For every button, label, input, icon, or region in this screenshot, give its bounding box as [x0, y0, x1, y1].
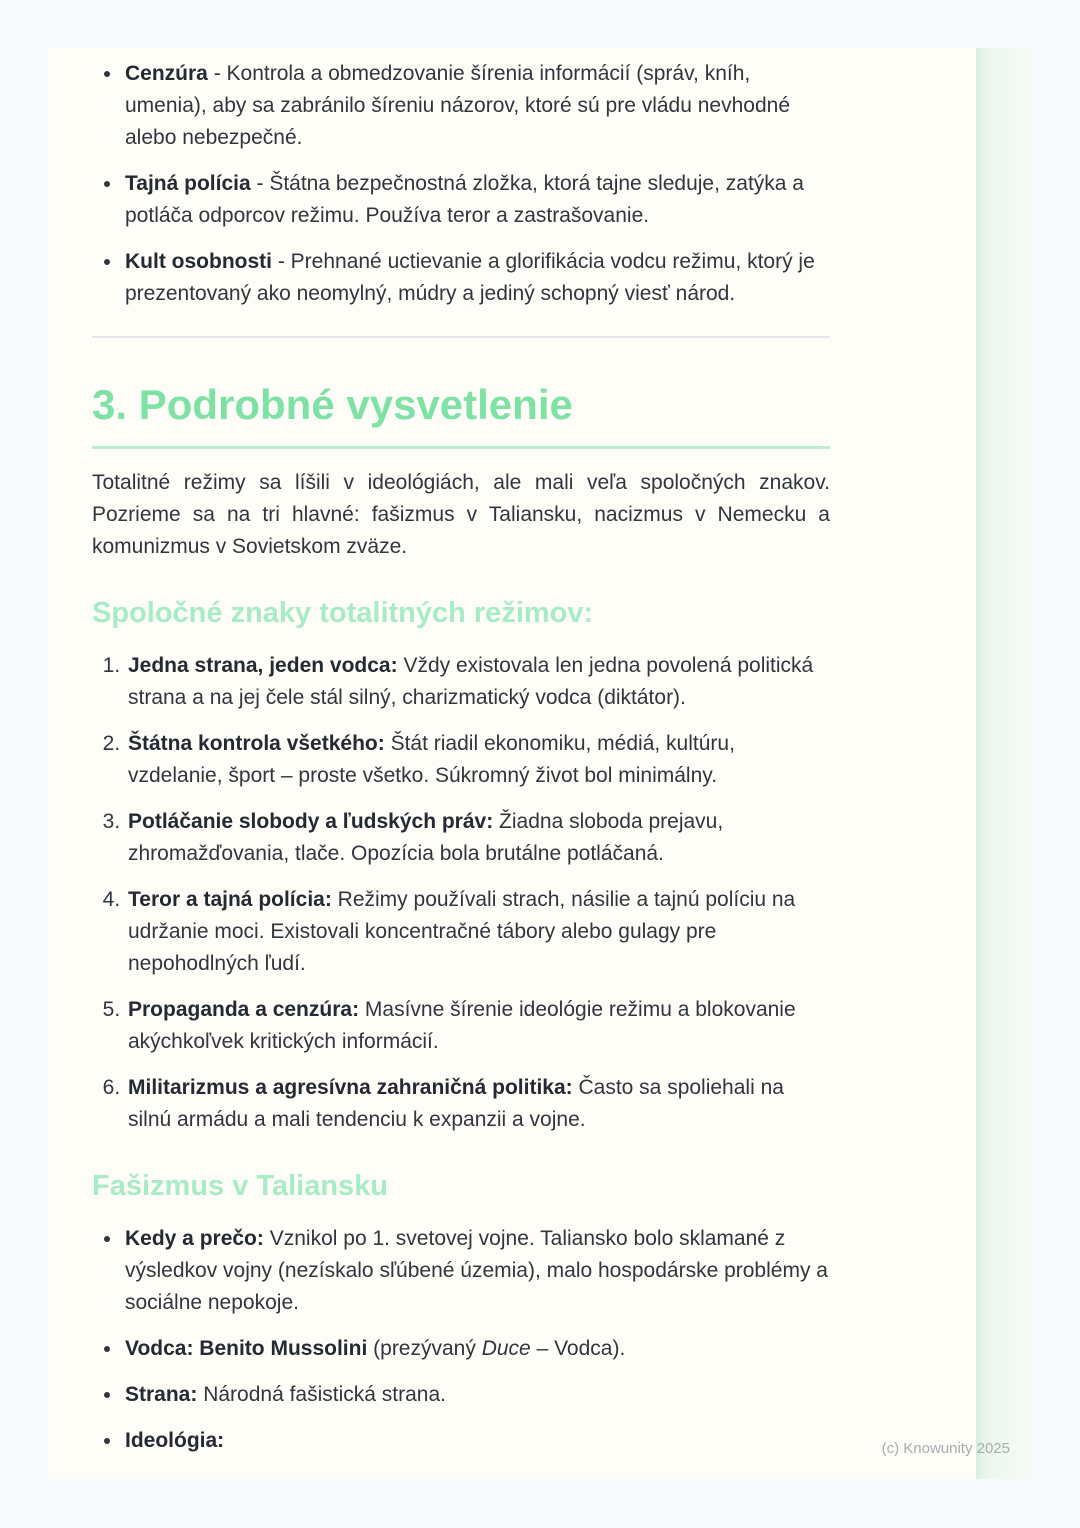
section-title: 3. Podrobné vysvetlenie — [92, 380, 830, 449]
list-item — [126, 1072, 830, 1136]
copyright-watermark: (c) Knowunity 2025 — [881, 1440, 1010, 1457]
item-label: Ideológia: — [125, 1429, 225, 1452]
list-item — [123, 1425, 830, 1457]
item-text: Režimy používali strach, násilie a tajnú políciu na udržanie moci. Existovali koncentračné tábory alebo gulagy pre nepohodlných ľudí. — [128, 888, 796, 975]
item-label: Potláčanie slobody a ľudských práv: — [128, 810, 494, 833]
item-text-tail: – Vodca). — [536, 1337, 626, 1360]
term-label: Cenzúra — [125, 62, 208, 85]
item-text: Vznikol po 1. svetovej vojne. Taliansko bolo sklamané z výsledkov vojny (nezískalo sľúbené územia), malo hospodárske problémy a sociálne nepokoje. — [125, 1227, 828, 1314]
list-item — [123, 168, 830, 232]
item-nickname: Duce — [481, 1337, 531, 1360]
page-edge-gradient — [976, 48, 1034, 1479]
item-label: Strana: — [125, 1383, 198, 1406]
item-text: Štát riadil ekonomiku, médiá, kultúru, vzdelanie, šport – proste všetko. Súkromný život bol minimálny. — [128, 732, 735, 787]
item-label: Militarizmus a agresívna zahraničná politika: — [128, 1076, 573, 1099]
item-label: Propaganda a cenzúra: — [128, 998, 360, 1021]
item-label: Teror a tajná polícia: — [128, 888, 332, 911]
list-item — [126, 884, 830, 980]
term-definition: - Prehnané uctievanie a glorifikácia vodcu režimu, ktorý je prezentovaný ako neomylný, múdry a jediný schopný viesť národ. — [125, 250, 815, 305]
intro-paragraph: Totalitné režimy sa líšili v ideológiách, ale mali veľa spoločných znakov. Pozrieme sa na tri hlavné: fašizmus v Taliansku, nacizmus v Nemecku a komunizmus v Sovietskom zväze. — [92, 471, 830, 558]
item-text: Často sa spoliehali na silnú armádu a mali tendenciu k expanzii a vojne. — [128, 1076, 784, 1131]
common-signs-list — [92, 650, 830, 1136]
fascism-list — [92, 1223, 830, 1457]
list-item — [123, 58, 830, 154]
list-item — [123, 1379, 830, 1411]
item-text: Národná fašistická strana. — [203, 1383, 446, 1406]
list-item — [126, 728, 830, 792]
item-label: Štátna kontrola všetkého: — [128, 732, 385, 755]
list-item — [126, 806, 830, 870]
item-text: Masívne šírenie ideológie režimu a blokovanie akýchkoľvek kritických informácií. — [128, 998, 796, 1053]
document-content — [92, 48, 830, 1457]
list-item — [123, 1333, 830, 1365]
item-label: Jedna strana, jeden vodca: — [128, 654, 398, 677]
list-item — [126, 650, 830, 714]
list-item — [123, 1223, 830, 1319]
list-item — [126, 994, 830, 1058]
term-definition: - Štátna bezpečnostná zložka, ktorá tajne sleduje, zatýka a potláča odporcov režimu. Používa teror a zastrašovanie. — [125, 172, 804, 227]
item-label: Kedy a prečo: — [125, 1227, 264, 1250]
terms-list — [92, 58, 830, 310]
item-label: Vodca: Benito Mussolini — [125, 1337, 368, 1360]
subsection-title-common-signs: Spoločné znaky totalitných režimov: — [92, 597, 594, 629]
item-text: (prezývaný — [373, 1337, 476, 1360]
term-definition: - Kontrola a obmedzovanie šírenia informácií (správ, kníh, umenia), aby sa zabránilo šíreniu názorov, ktoré sú pre vládu nevhodné alebo nebezpečné. — [125, 62, 790, 149]
section-divider — [92, 336, 830, 338]
item-text: Vždy existovala len jedna povolená politická strana a na jej čele stál silný, charizmatický vodca (diktátor). — [128, 654, 814, 709]
term-label: Tajná polícia — [125, 172, 251, 195]
term-label: Kult osobnosti — [125, 250, 272, 273]
document-page — [48, 48, 1034, 1479]
item-text: Žiadna sloboda prejavu, zhromažďovania, tlače. Opozícia bola brutálne potláčaná. — [128, 810, 724, 865]
subsection-title-fascism: Fašizmus v Taliansku — [92, 1170, 389, 1202]
list-item — [123, 246, 830, 310]
